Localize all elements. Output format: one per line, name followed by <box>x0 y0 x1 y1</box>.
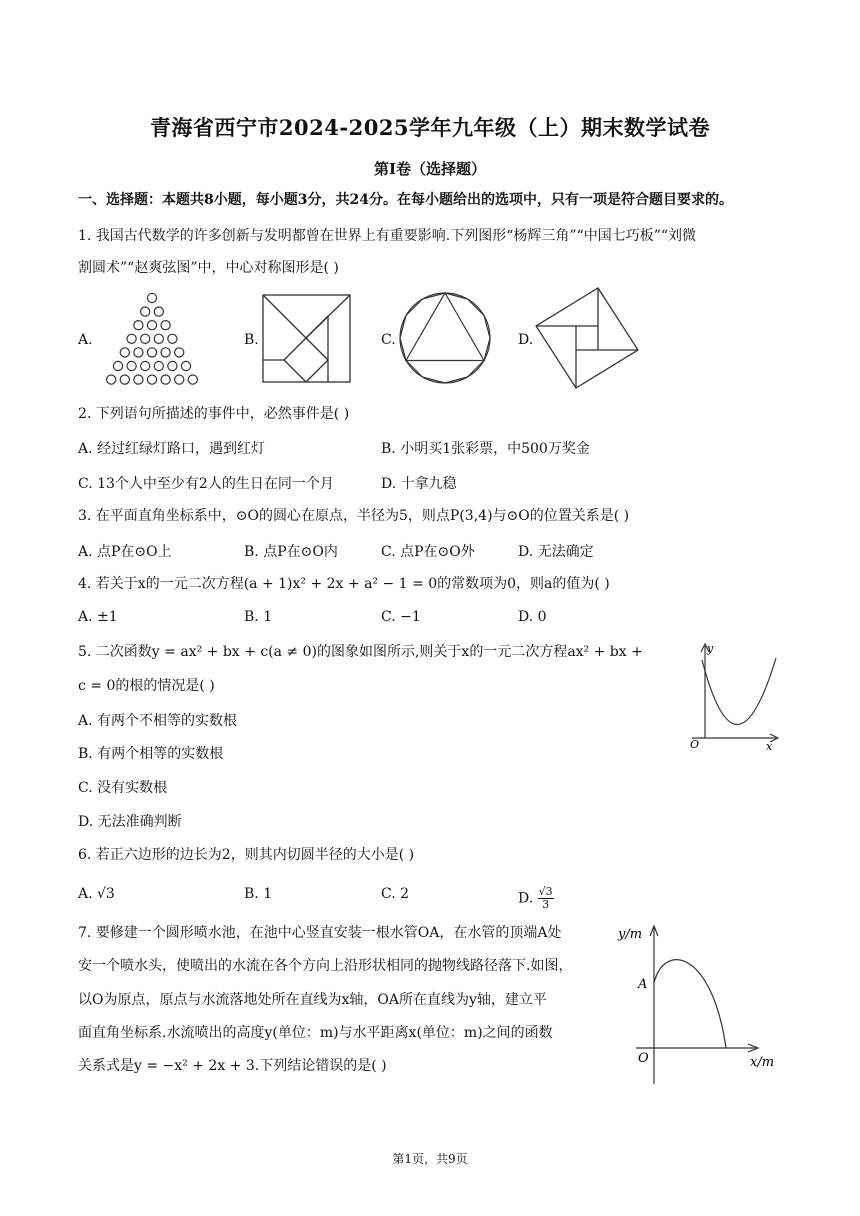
q2-option-a: A. 经过红绿灯路口，遇到红灯 <box>78 441 266 457</box>
q6-option-d-fraction <box>538 886 554 911</box>
q7-fountain-graph <box>614 920 786 1090</box>
q1-option-c: C. <box>381 332 396 348</box>
yanghui-circle <box>107 375 116 384</box>
yanghui-circle <box>154 307 163 316</box>
q2-option-d: D. 十拿九稳 <box>381 476 457 492</box>
q5-option-a: A. 有两个不相等的实数根 <box>78 713 238 729</box>
q5-stem-line1: 5. 二次函数y = ax² + bx + c(a ≠ 0)的图象如图所示,则关于x的一元二次方程ax² + bx + <box>78 644 643 660</box>
q3-option-d: D. 无法确定 <box>518 544 594 560</box>
yanghui-circle <box>141 334 150 343</box>
q6-stem: 6. 若正六边形的边长为2，则其内切圆半径的大小是( ) <box>78 847 415 863</box>
q1-stem-line2: 割圆术”“赵爽弦图”中，中心对称图形是( ) <box>78 260 339 276</box>
q4-option-a: A. ±1 <box>78 609 118 625</box>
yanghui-circle <box>141 307 150 316</box>
q2-option-b: B. 小明买1张彩票，中500万奖金 <box>381 441 590 457</box>
q3-option-a: A. 点P在⊙O上 <box>78 544 172 560</box>
q5-x-axis-label: x <box>766 740 773 750</box>
yanghui-circle <box>134 375 143 384</box>
yanghui-circle <box>120 348 129 357</box>
q7-y-axis-label: y/m <box>618 927 643 942</box>
fraction-numerator: √3 <box>538 885 553 898</box>
q6-option-a: A. √3 <box>78 886 115 902</box>
yanghui-circle <box>141 361 150 370</box>
q4-option-b: B. 1 <box>244 609 273 625</box>
q6-option-d-label: D. <box>518 890 534 907</box>
tangram-figure <box>262 294 352 384</box>
q7-origin-label: O <box>638 1051 649 1066</box>
circle-cutting-figure <box>396 290 494 386</box>
q5-stem-line2: c = 0的根的情况是( ) <box>78 678 215 694</box>
yanghui-circle <box>147 321 156 330</box>
q6-option-c: C. 2 <box>381 886 410 902</box>
q7-point-a-label: A <box>638 977 648 992</box>
q1-option-d: D. <box>518 332 534 348</box>
yanghui-triangle-figure <box>96 290 208 386</box>
zhaoshuang-figure <box>534 286 640 390</box>
section-heading: 一、选择题：本题共8小题，每小题3分，共24分。在每小题给出的选项中，只有一项是符合题目要求的。 <box>78 192 733 208</box>
paper-subtitle: 第Ⅰ卷（选择题） <box>373 160 487 178</box>
yanghui-circle <box>134 348 143 357</box>
yanghui-circle <box>161 375 170 384</box>
q3-option-c: C. 点P在⊙O外 <box>381 544 475 560</box>
yanghui-circle <box>127 361 136 370</box>
yanghui-circle <box>147 348 156 357</box>
q5-y-axis-label: y <box>707 642 714 655</box>
yanghui-circle <box>134 321 143 330</box>
q5-option-b: B. 有两个相等的实数根 <box>78 746 224 762</box>
q4-stem: 4. 若关于x的一元二次方程(a + 1)x² + 2x + a² − 1 = 0的常数项为0，则a的值为( ) <box>78 576 610 592</box>
q7-stem-line2: 安一个喷水头，使喷出的水流在各个方向上沿形状相同的抛物线路径落下.如图， <box>78 958 573 974</box>
yanghui-circle <box>127 334 136 343</box>
yanghui-circle <box>168 334 177 343</box>
q4-option-c: C. −1 <box>381 609 421 625</box>
q7-stem-line3: 以O为原点，原点与水流落地处所在直线为x轴，OA所在直线为y轴，建立平 <box>78 992 547 1008</box>
q7-stem-line4: 面直角坐标系.水流喷出的高度y(单位：m)与水平距离x(单位：m)之间的函数 <box>78 1025 553 1041</box>
yanghui-circle <box>161 321 170 330</box>
yanghui-circle <box>188 375 197 384</box>
yanghui-circle <box>175 375 184 384</box>
q5-parabola-graph <box>680 640 784 750</box>
q6-option-d <box>518 886 554 911</box>
yanghui-circle <box>113 361 122 370</box>
page-footer: 第1页，共9页 <box>392 1152 468 1166</box>
yanghui-circle <box>181 361 190 370</box>
q2-option-c: C. 13个人中至少有2人的生日在同一个月 <box>78 476 334 492</box>
q5-origin-label: O <box>690 738 700 750</box>
q7-x-axis-label: x/m <box>750 1055 775 1070</box>
q4-option-d: D. 0 <box>518 609 547 625</box>
q5-option-d: D. 无法准确判断 <box>78 814 182 830</box>
q1-stem-line1: 1. 我国古代数学的许多创新与发明都曾在世界上有重要影响.下列图形“杨辉三角”“中国七巧板”“刘微 <box>78 228 697 244</box>
q1-option-a: A. <box>78 332 93 348</box>
yanghui-circle <box>154 334 163 343</box>
yanghui-circle <box>147 293 156 302</box>
yanghui-circle <box>154 361 163 370</box>
q7-stem-line5: 关系式是y = −x² + 2x + 3.下列结论错误的是( ) <box>78 1058 387 1074</box>
fraction-denominator: 3 <box>542 898 550 911</box>
yanghui-circle <box>120 375 129 384</box>
yanghui-circle <box>147 375 156 384</box>
yanghui-circle <box>175 348 184 357</box>
q5-option-c: C. 没有实数根 <box>78 780 168 796</box>
q7-stem-line1: 7. 要修建一个圆形喷水池，在池中心竖直安装一根水管OA，在水管的顶端A处 <box>78 925 562 941</box>
q3-option-b: B. 点P在⊙O内 <box>244 544 338 560</box>
q1-option-b: B. <box>244 332 259 348</box>
q6-option-b: B. 1 <box>244 886 273 902</box>
yanghui-circle <box>161 348 170 357</box>
yanghui-circle <box>168 361 177 370</box>
exam-title: 青海省西宁市2024-2025学年九年级（上）期末数学试卷 <box>149 115 711 140</box>
q2-stem: 2. 下列语句所描述的事件中，必然事件是( ) <box>78 406 350 422</box>
q3-stem: 3. 在平面直角坐标系中，⊙O的圆心在原点，半径为5，则点P(3,4)与⊙O的位置关系是( ) <box>78 508 630 524</box>
